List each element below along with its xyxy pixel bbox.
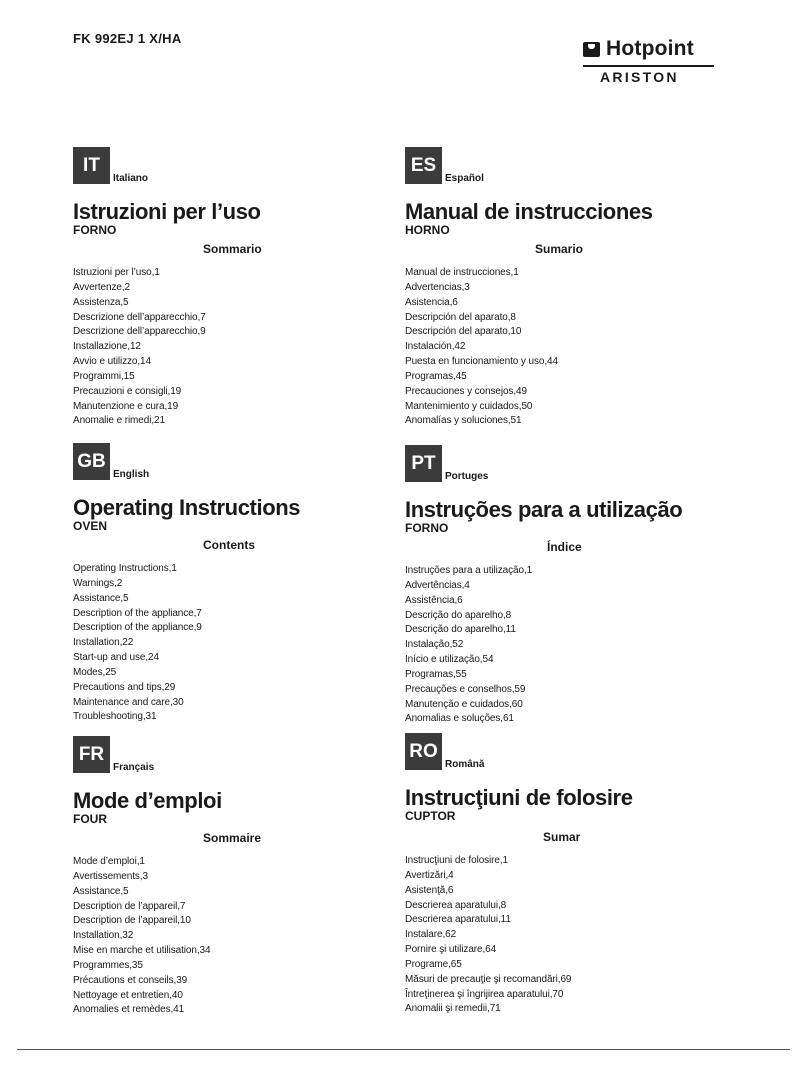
toc-item: Instrucţiuni de folosire,1 xyxy=(405,855,509,866)
toc-item: Operating Instructions,1 xyxy=(73,563,177,574)
toc-list xyxy=(73,266,373,429)
toc-item: Anomalies et remèdes,41 xyxy=(73,1004,185,1016)
language-code-badge: FR xyxy=(73,736,110,773)
toc-item: Programmi,15 xyxy=(73,370,135,382)
toc-item: Instalare,62 xyxy=(405,929,457,941)
toc-item: Anomalie e rimedi,21 xyxy=(73,415,165,427)
appliance-name: HORNO xyxy=(405,223,450,237)
section-portuguese xyxy=(405,445,705,727)
language-name: Français xyxy=(113,762,155,773)
toc-item: Assistenza,5 xyxy=(73,296,129,308)
toc-item: Măsuri de precauţie şi recomandări,69 xyxy=(405,973,572,985)
toc-item: Start-up and use,24 xyxy=(73,652,159,664)
toc-item: Programas,45 xyxy=(405,370,467,382)
toc-item: Nettoyage et entretien,40 xyxy=(73,989,183,1001)
toc-item: Descrizione dell’apparecchio,7 xyxy=(73,311,206,323)
toc-item: Descripción del aparato,8 xyxy=(405,311,516,323)
toc-item: Advertências,4 xyxy=(405,579,470,591)
toc-item: Întreţinerea şi îngrijirea aparatului,70 xyxy=(405,988,564,1000)
section-romanian xyxy=(405,733,705,1017)
toc-item: Avvio e utilizzo,14 xyxy=(73,356,151,368)
toc-item: Advertencias,3 xyxy=(405,281,470,293)
toc-item: Descrizione dell’apparecchio,9 xyxy=(73,326,206,338)
toc-item: Warnings,2 xyxy=(73,577,123,589)
section-spanish xyxy=(405,147,705,429)
manual-title: Mode d’emploi xyxy=(73,788,222,813)
toc-item: Precauções e conselhos,59 xyxy=(405,683,526,695)
toc-heading: Sommaire xyxy=(203,831,262,845)
toc-item: Avvertenze,2 xyxy=(73,281,130,293)
toc-item: Mise en marche et utilisation,34 xyxy=(73,945,211,957)
toc-item: Description de l’appareil,10 xyxy=(73,915,191,927)
toc-item: Assistance,5 xyxy=(73,592,129,604)
toc-item: Descrição do aparelho,11 xyxy=(405,624,516,636)
toc-list xyxy=(405,266,705,429)
toc-item: Asistenţă,6 xyxy=(405,884,454,896)
toc-heading: Sommario xyxy=(203,242,262,256)
toc-item: Installazione,12 xyxy=(73,341,141,353)
section-italian xyxy=(73,147,373,429)
toc-heading: Contents xyxy=(203,538,255,552)
appliance-name: FORNO xyxy=(405,521,449,535)
appliance-name: FOUR xyxy=(73,812,107,826)
toc-item: Descrição do aparelho,8 xyxy=(405,609,512,621)
brand-divider xyxy=(583,65,714,67)
toc-item: Mantenimiento y cuidados,50 xyxy=(405,400,533,412)
toc-heading: Sumar xyxy=(543,830,581,844)
appliance-name: OVEN xyxy=(73,519,108,533)
toc-item: Pornire şi utilizare,64 xyxy=(405,944,497,956)
toc-item: Modes,25 xyxy=(73,666,117,678)
toc-item: Manutenzione e cura,19 xyxy=(73,400,179,412)
language-name: Italiano xyxy=(113,173,149,184)
toc-item: Instalação,52 xyxy=(405,639,464,651)
toc-list xyxy=(405,854,705,1017)
toc-item: Troubleshooting,31 xyxy=(73,711,157,723)
toc-list xyxy=(73,855,373,1018)
toc-item: Instruções para a utilização,1 xyxy=(405,565,533,576)
toc-item: Anomalii şi remedii,71 xyxy=(405,1003,501,1015)
toc-item: Mode d’emploi,1 xyxy=(73,856,145,867)
toc-item: Installation,32 xyxy=(73,930,134,942)
toc-item: Descrierea aparatului,11 xyxy=(405,914,511,926)
manual-title: Instrucţiuni de folosire xyxy=(405,785,633,810)
footer-divider xyxy=(17,1049,790,1050)
manual-title: Operating Instructions xyxy=(73,495,301,520)
toc-item: Descrierea aparatului,8 xyxy=(405,899,507,911)
toc-item: Puesta en funcionamiento y uso,44 xyxy=(405,356,558,368)
toc-item: Assistance,5 xyxy=(73,885,129,897)
toc-item: Istruzioni per l’uso,1 xyxy=(73,267,160,278)
language-code-badge: PT xyxy=(405,445,442,482)
toc-list xyxy=(405,564,705,727)
section-english xyxy=(73,443,373,725)
toc-item: Precautions and tips,29 xyxy=(73,681,176,693)
toc-item: Asistencia,6 xyxy=(405,296,458,308)
toc-item: Programmes,35 xyxy=(73,959,143,971)
manual-title: Istruzioni per l’uso xyxy=(73,199,261,224)
toc-heading: Índice xyxy=(547,540,582,554)
toc-item: Programe,65 xyxy=(405,958,462,970)
toc-item: Installation,22 xyxy=(73,637,134,649)
language-name: Español xyxy=(445,173,484,184)
model-number: FK 992EJ 1 X/HA xyxy=(73,31,182,46)
toc-item: Anomalias e soluções,61 xyxy=(405,713,514,725)
brand-logo xyxy=(583,38,715,85)
toc-item: Précautions et conseils,39 xyxy=(73,974,188,986)
manual-title: Manual de instrucciones xyxy=(405,199,653,224)
language-code-badge: RO xyxy=(405,733,442,770)
language-name: English xyxy=(113,469,150,480)
toc-list xyxy=(73,562,373,725)
appliance-name: FORNO xyxy=(73,223,117,237)
toc-item: Precauciones y consejos,49 xyxy=(405,385,527,397)
toc-item: Descripción del aparato,10 xyxy=(405,326,522,338)
toc-item: Precauzioni e consigli,19 xyxy=(73,385,182,397)
appliance-name: CUPTOR xyxy=(405,809,456,823)
toc-item: Manual de instrucciones,1 xyxy=(405,267,519,278)
section-french xyxy=(73,736,373,1018)
brand-subname: ARISTON xyxy=(600,69,679,85)
hotpoint-logo-icon xyxy=(583,42,600,57)
toc-item: Description of the appliance,9 xyxy=(73,622,202,634)
toc-item: Instalación,42 xyxy=(405,341,466,353)
language-name: Portuges xyxy=(445,471,489,482)
toc-item: Description of the appliance,7 xyxy=(73,607,202,619)
manual-title: Instruções para a utilização xyxy=(405,497,683,522)
language-code-badge: GB xyxy=(73,443,110,480)
toc-heading: Sumario xyxy=(535,242,584,256)
toc-item: Programas,55 xyxy=(405,668,467,680)
language-code-badge: IT xyxy=(73,147,110,184)
toc-item: Avertizări,4 xyxy=(405,869,454,881)
toc-item: Description de l’appareil,7 xyxy=(73,900,186,912)
brand-name: Hotpoint xyxy=(606,37,694,60)
toc-item: Início e utilização,54 xyxy=(405,654,494,666)
language-code-badge: ES xyxy=(405,147,442,184)
toc-item: Manutenção e cuidados,60 xyxy=(405,698,523,710)
toc-item: Assistência,6 xyxy=(405,594,463,606)
toc-item: Avertissements,3 xyxy=(73,870,148,882)
language-name: Română xyxy=(445,759,485,770)
toc-item: Maintenance and care,30 xyxy=(73,696,184,708)
toc-item: Anomalías y soluciones,51 xyxy=(405,415,522,427)
